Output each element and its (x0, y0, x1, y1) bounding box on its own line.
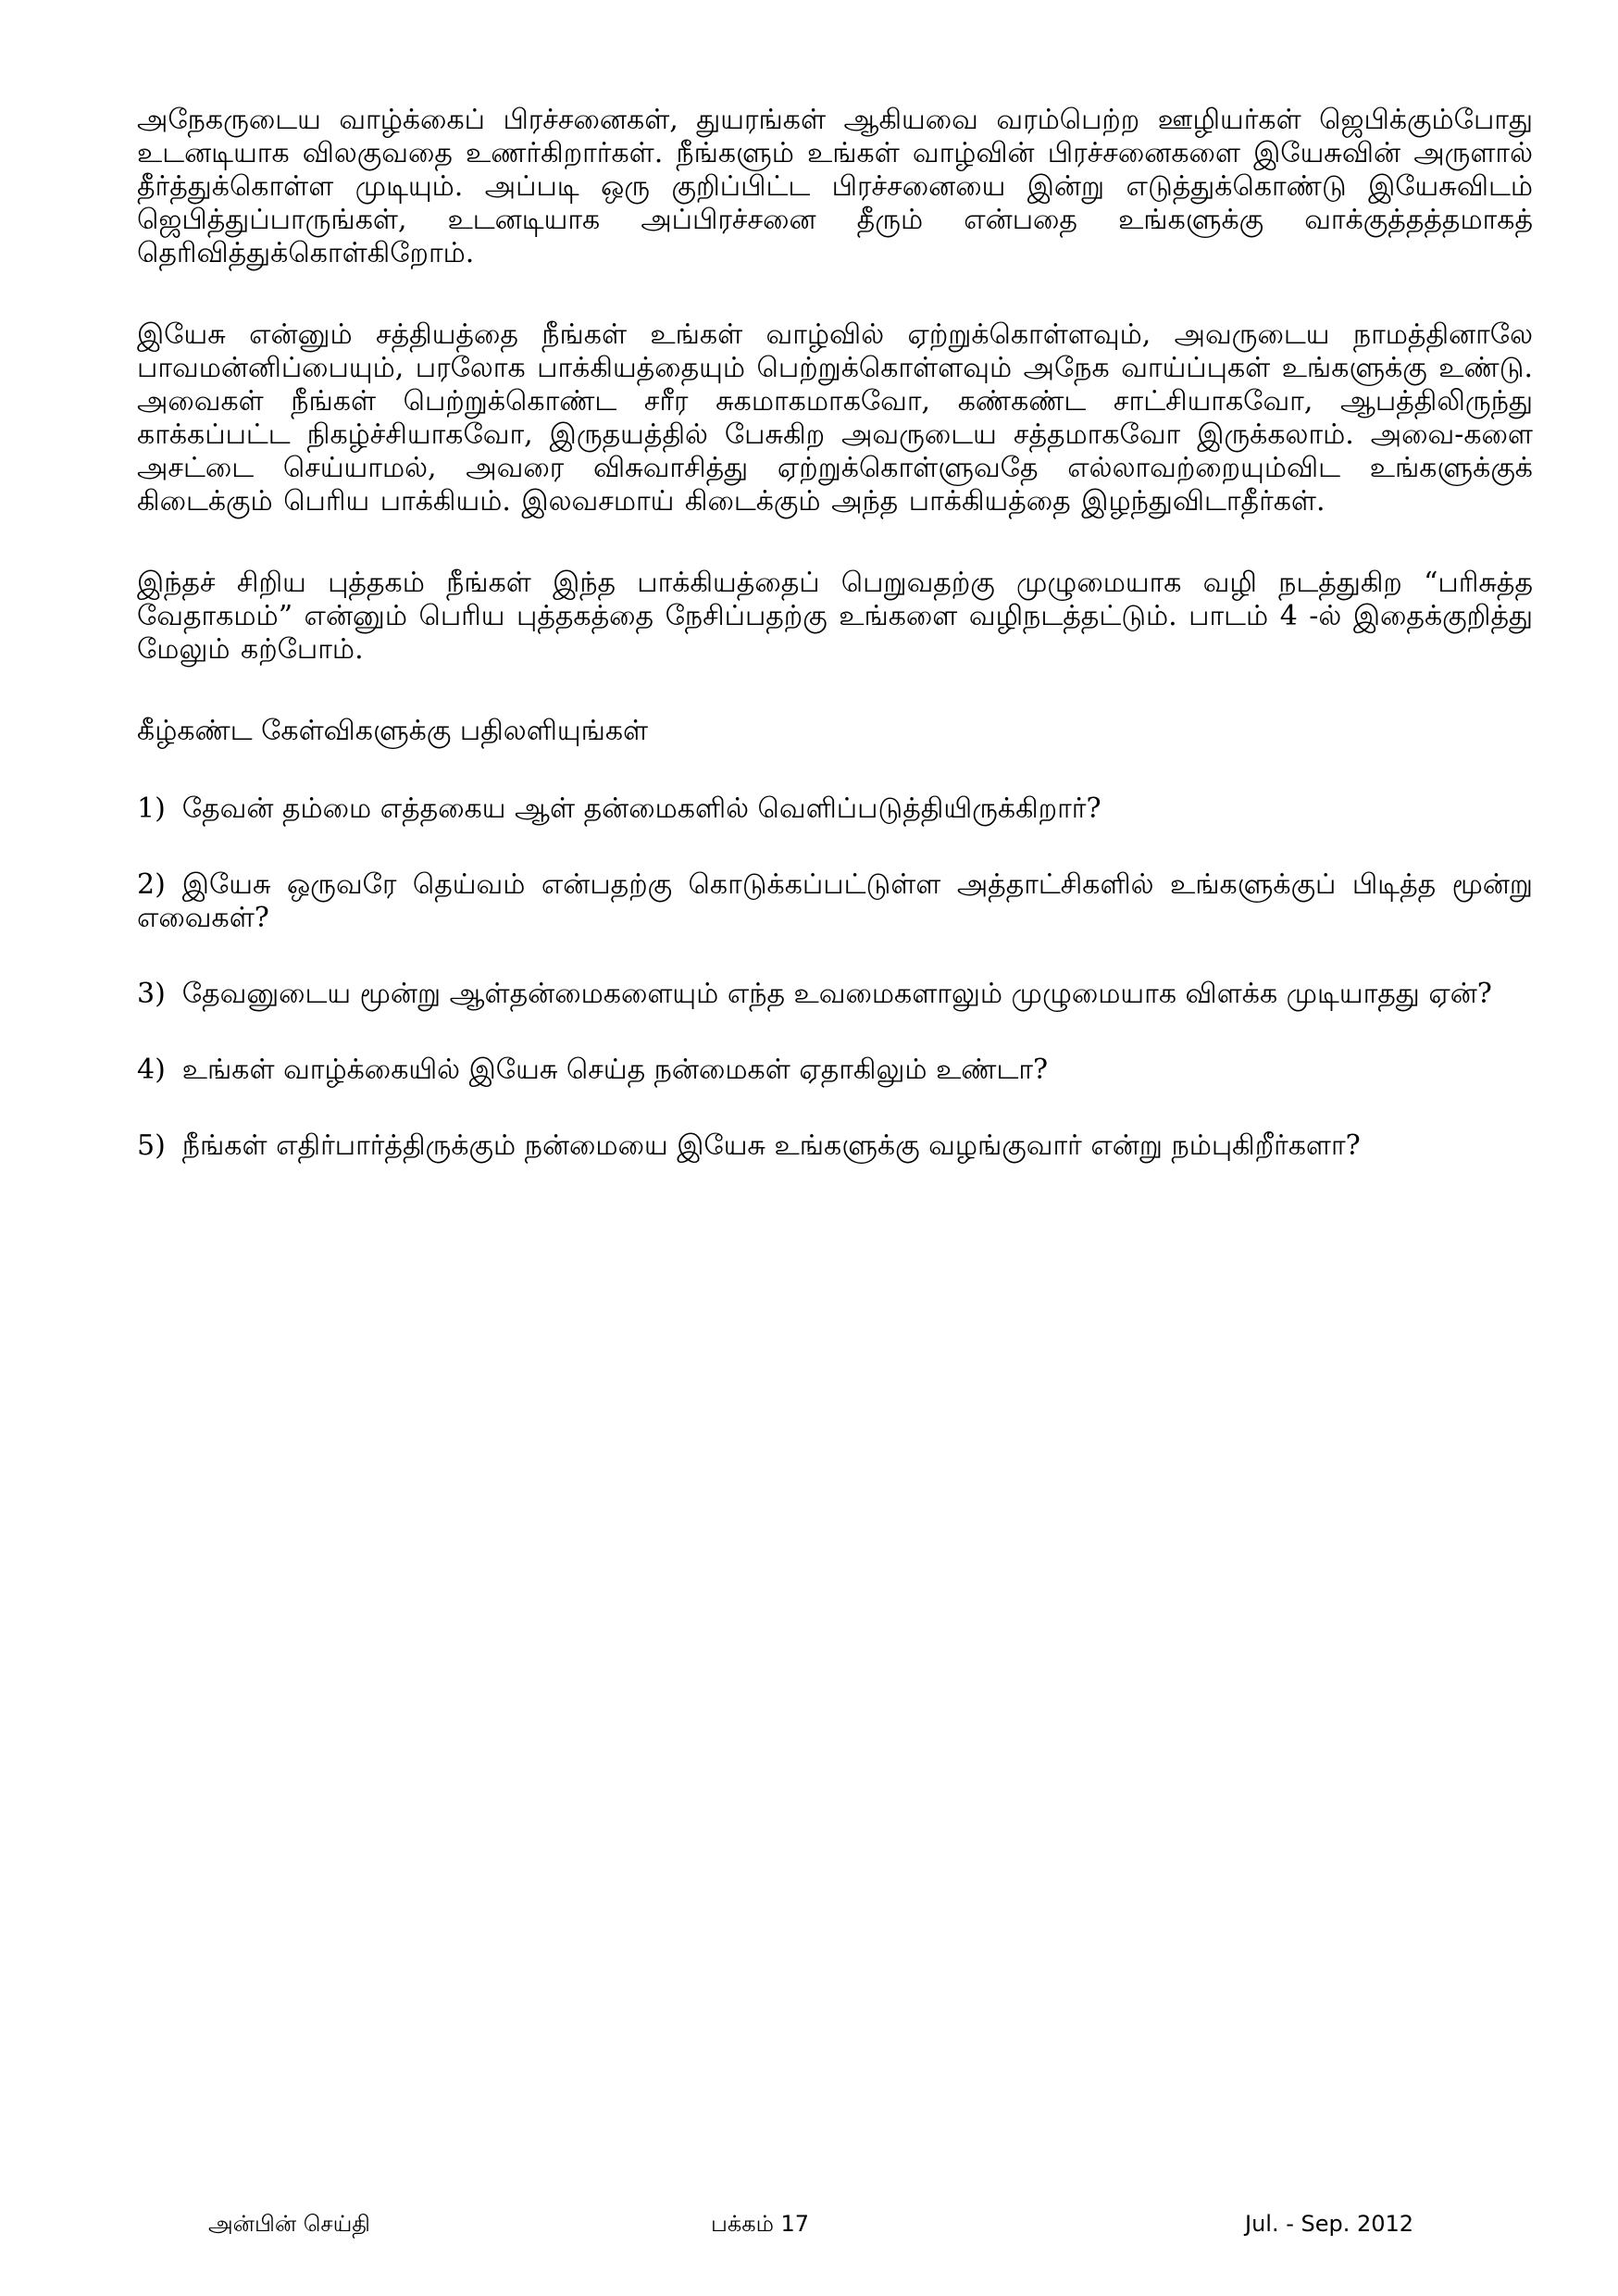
question-number: 2) (137, 868, 166, 901)
question-text: நீங்கள் எதிர்பார்த்திருக்கும் நன்மையை இயேசு உங்களுக்கு வழங்குவார் என்று நம்புகிறீர்களா? (181, 1129, 1361, 1162)
footer-page-number: பக்கம் 17 (711, 2211, 810, 2237)
question-text: தேவனுடைய மூன்று ஆள்தன்மைகளையும் எந்த உவமைகளாலும் முழுமையாக விளக்க முடியாதது ஏன்? (181, 978, 1492, 1010)
question-text: தேவன் தம்மை எத்தகைய ஆள் தன்மைகளில் வெளிப்படுத்தியிருக்கிறார்? (181, 792, 1101, 825)
paragraph-1: அநேகருடைய வாழ்க்கைப் பிரச்சனைகள், துயரங்கள் ஆகியவை வரம்பெற்ற ஊழியர்கள் ஜெபிக்கும்போது உடனடியாக விலகுவதை உணர்கிறார்கள். நீங்களும் உங்கள் வாழ்வின் பிரச்சனைகளை இயேசுவின் அருளால் தீர்த்துக்கொள்ள முடியும். அப்படி ஒரு குறிப்பிட்ட பிரச்சனையை இன்று எடுத்துக்கொண்டு இயேசுவிடம் ஜெபித்துப்பாருங்கள், உடனடியாக அப்பிரச்சனை தீரும் என்பதை உங்களுக்கு வாக்குத்தத்தமாகத் தெரிவித்துக்கொள்கிறோம். (137, 104, 1533, 269)
page-content (137, 104, 1533, 1205)
question-4 (137, 1054, 1533, 1087)
question-text: இயேசு ஒருவரே தெய்வம் என்பதற்கு கொடுக்கப்பட்டுள்ள அத்தாட்சிகளில் உங்களுக்குப் பிடித்த மூன்று எவைகள்? (137, 868, 1533, 934)
page-footer (0, 2211, 1618, 2248)
question-number: 1) (137, 792, 166, 825)
question-1 (137, 792, 1533, 826)
footer-issue-date: Jul. - Sep. 2012 (1245, 2211, 1414, 2237)
footer-publication-title: அன்பின் செய்தி (208, 2211, 370, 2237)
question-list (137, 792, 1533, 1163)
paragraph-2: இயேசு என்னும் சத்தியத்தை நீங்கள் உங்கள் வாழ்வில் ஏற்றுக்கொள்ளவும், அவருடைய நாமத்தினாலே பாவமன்னிப்பையும், பரலோக பாக்கியத்தையும் பெற்றுக்கொள்ளவும் அநேக வாய்ப்புகள் உங்களுக்கு உண்டு. அவைகள் நீங்கள் பெற்றுக்கொண்ட சரீர சுகமாகமாகவோ, கண்கண்ட சாட்சியாகவோ, ஆபத்திலிருந்து காக்கப்பட்ட நிகழ்ச்சியாகவோ, இருதயத்தில் பேசுகிற அவருடைய சத்தமாகவோ இருக்கலாம். அவை-களை அசட்டை செய்யாமல், அவரை விசுவாசித்து ஏற்றுக்கொள்ளுவதே எல்லாவற்றையும்விட உங்களுக்குக் கிடைக்கும் பெரிய பாக்கியம். இலவசமாய் கிடைக்கும் அந்த பாக்கியத்தை இழந்துவிடாதீர்கள். (137, 318, 1533, 518)
question-number: 3) (137, 978, 166, 1010)
question-2 (137, 868, 1533, 935)
question-3 (137, 978, 1533, 1011)
paragraph-3: இந்தச் சிறிய புத்தகம் நீங்கள் இந்த பாக்கியத்தைப் பெறுவதற்கு முழுமையாக வழி நடத்துகிற “பரிசுத்த வேதாகமம்” என்னும் பெரிய புத்தகத்தை நேசிப்பதற்கு உங்களை வழிநடத்தட்டும். பாடம் 4 -ல் இதைக்குறித்து மேலும் கற்போம். (137, 567, 1533, 666)
question-number: 5) (137, 1129, 166, 1162)
question-5 (137, 1129, 1533, 1163)
question-text: உங்கள் வாழ்க்கையில் இயேசு செய்த நன்மைகள் ஏதாகிலும் உண்டா? (181, 1054, 1049, 1086)
questions-instruction: கீழ்கண்ட கேள்விகளுக்கு பதிலளியுங்கள் (137, 715, 649, 747)
question-number: 4) (137, 1054, 166, 1086)
